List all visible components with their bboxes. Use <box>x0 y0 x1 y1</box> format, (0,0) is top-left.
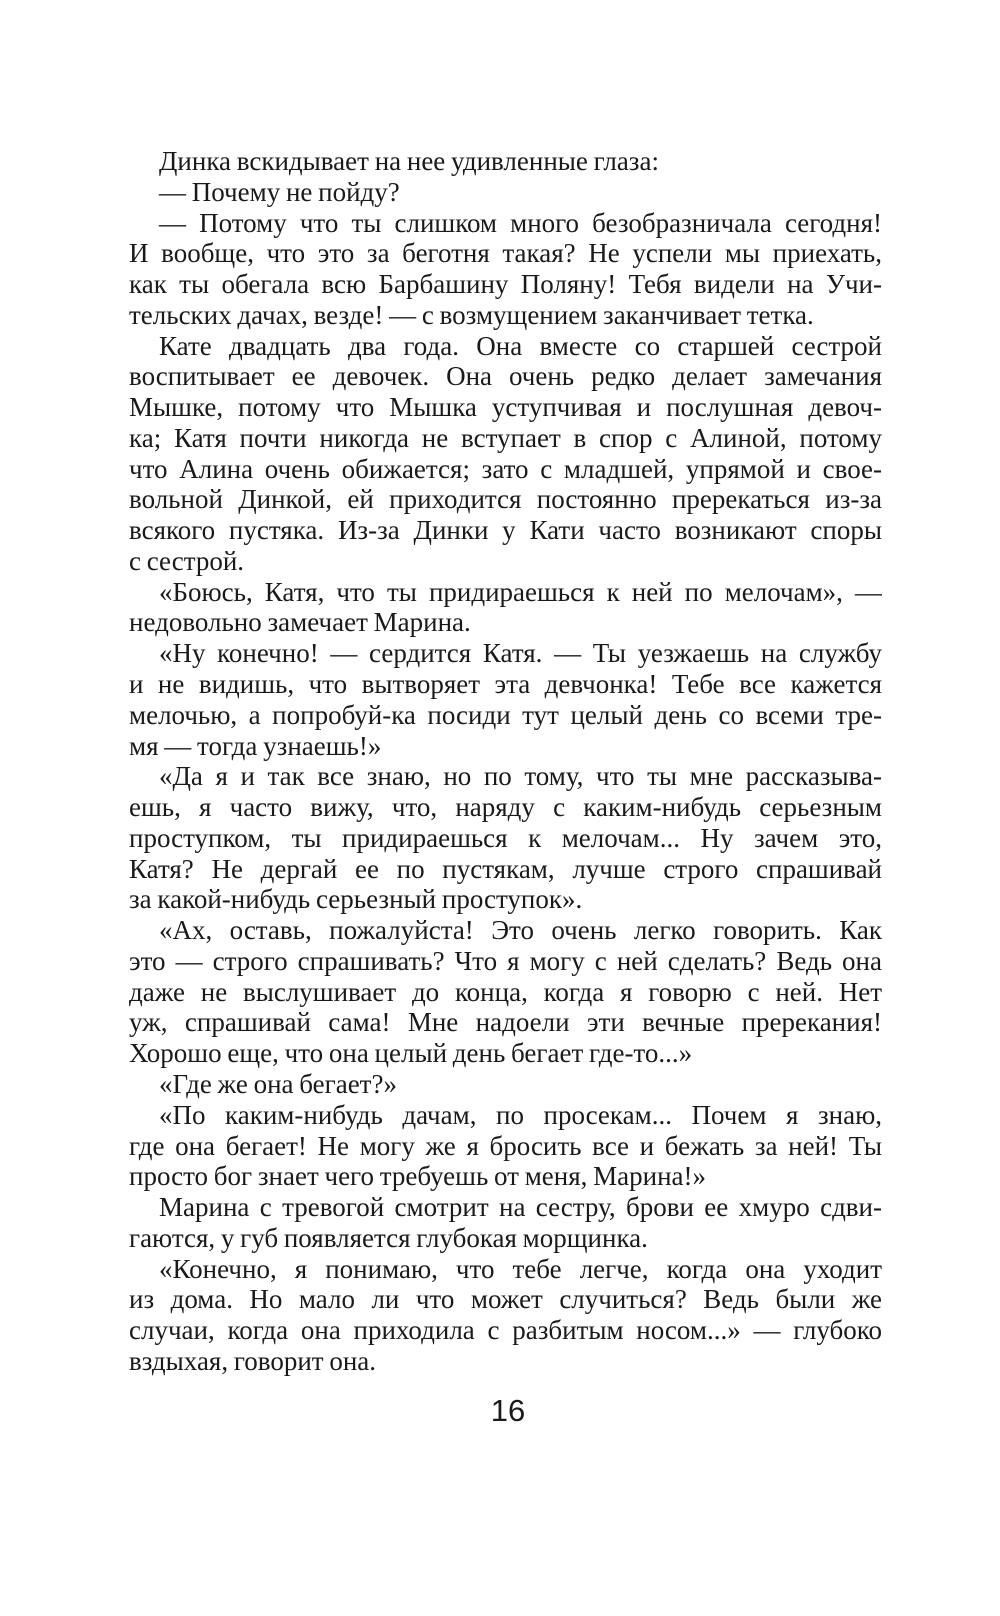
paragraph <box>129 208 882 331</box>
text-line: мелочью, а попробуй-ка посиди тут целый день со всеми тре- <box>129 699 882 730</box>
paragraph <box>129 1100 882 1192</box>
text-line: ка; Катя почти никогда не вступает в спор с Алиной, потому <box>129 422 882 453</box>
paragraph <box>129 146 882 177</box>
text-line: даже не выслушивает до конца, когда я говорю с ней. Нет <box>129 976 882 1007</box>
text-line: «Где же она бегает?» <box>159 1068 397 1099</box>
book-text-body <box>129 146 882 1377</box>
text-line: вздыхая, говорит она. <box>129 1345 376 1376</box>
text-line: проступком, ты придираешься к мелочам... Ну зачем это, <box>129 822 882 853</box>
text-line: с сестрой. <box>129 545 245 576</box>
text-line: за какой-нибудь серьезный проступок». <box>129 884 583 915</box>
paragraph <box>129 638 882 761</box>
text-line: уж, спрашивай сама! Мне надоели эти вечные пререкания! <box>129 1007 882 1038</box>
text-line: где она бегает! Не могу же я бросить все и бежать за ней! Ты <box>129 1130 882 1161</box>
text-line: «Боюсь, Катя, что ты придираешься к ней по мелочам», — <box>159 576 882 607</box>
text-line: — Почему не пойду? <box>159 176 400 207</box>
text-line: Хорошо еще, что она целый день бегает где-то...» <box>129 1038 693 1069</box>
text-line: «Да я и так все знаю, но по тому, что ты мне рассказыва- <box>159 761 882 792</box>
text-line: просто бог знает чего требуешь от меня, Марина!» <box>129 1161 707 1192</box>
text-line: всякого пустяка. Из-за Динки у Кати часто возникают споры <box>129 515 882 546</box>
paragraph <box>129 177 882 208</box>
text-line: это — строго спрашивать? Что я могу с ней сделать? Ведь она <box>129 945 882 976</box>
text-line: случаи, когда она приходила с разбитым носом...» — глубоко <box>129 1315 882 1346</box>
paragraph <box>129 1192 882 1254</box>
page-number: 16 <box>490 1393 526 1428</box>
text-line: Катя? Не дергай ее по пустякам, лучше строго спрашивай <box>129 853 882 884</box>
text-line: «Конечно, я понимаю, что тебе легче, когда она уходит <box>159 1253 882 1284</box>
text-line: Кате двадцать два года. Она вместе со старшей сестрой <box>159 330 882 361</box>
text-line: «По каким-нибудь дачам, по просекам... Почем я знаю, <box>159 1099 882 1130</box>
text-line: Динка вскидывает на нее удивленные глаза: <box>159 146 659 176</box>
text-line: Мышке, потому что Мышка уступчивая и послушная девоч- <box>129 392 882 423</box>
text-line: воспитывает ее девочек. Она очень редко делает замечания <box>129 361 882 392</box>
text-line: вольной Динкой, ей приходится постоянно пререкаться из-за <box>129 484 882 515</box>
text-line: ешь, я часто вижу, что, наряду с каким-нибудь серьезным <box>129 792 882 823</box>
paragraph <box>129 1254 882 1377</box>
paragraph <box>129 1069 882 1100</box>
text-line: «Ну конечно! — сердится Катя. — Ты уезжаешь на службу <box>159 638 882 669</box>
text-line: «Ах, оставь, пожалуйста! Это очень легко говорить. Как <box>159 915 882 946</box>
text-line: что Алина очень обижается; зато с младшей, упрямой и свое- <box>129 453 882 484</box>
text-line: И вообще, что это за беготня такая? Не успели мы приехать, <box>129 238 882 269</box>
paragraph <box>129 915 882 1069</box>
paragraph <box>129 761 882 915</box>
text-line: — Потому что ты слишком много безобразничала сегодня! <box>159 207 882 238</box>
text-line: и не видишь, что вытворяет эта девчонка! Тебе все кажется <box>129 669 882 700</box>
paragraph <box>129 331 882 577</box>
text-line: из дома. Но мало ли что может случиться? Ведь были же <box>129 1284 882 1315</box>
text-line: гаются, у губ появляется глубокая морщинка. <box>129 1222 648 1253</box>
text-line: недовольно замечает Марина. <box>129 607 471 638</box>
text-line: тельских дачах, везде! — с возмущением заканчивает тетка. <box>129 299 814 330</box>
text-line: мя — тогда узнаешь!» <box>129 730 382 761</box>
paragraph <box>129 577 882 639</box>
text-line: как ты обегала всю Барбашину Поляну! Тебя видели на Учи- <box>129 269 882 300</box>
text-line: Марина с тревогой смотрит на сестру, брови ее хмуро сдви- <box>159 1192 882 1223</box>
